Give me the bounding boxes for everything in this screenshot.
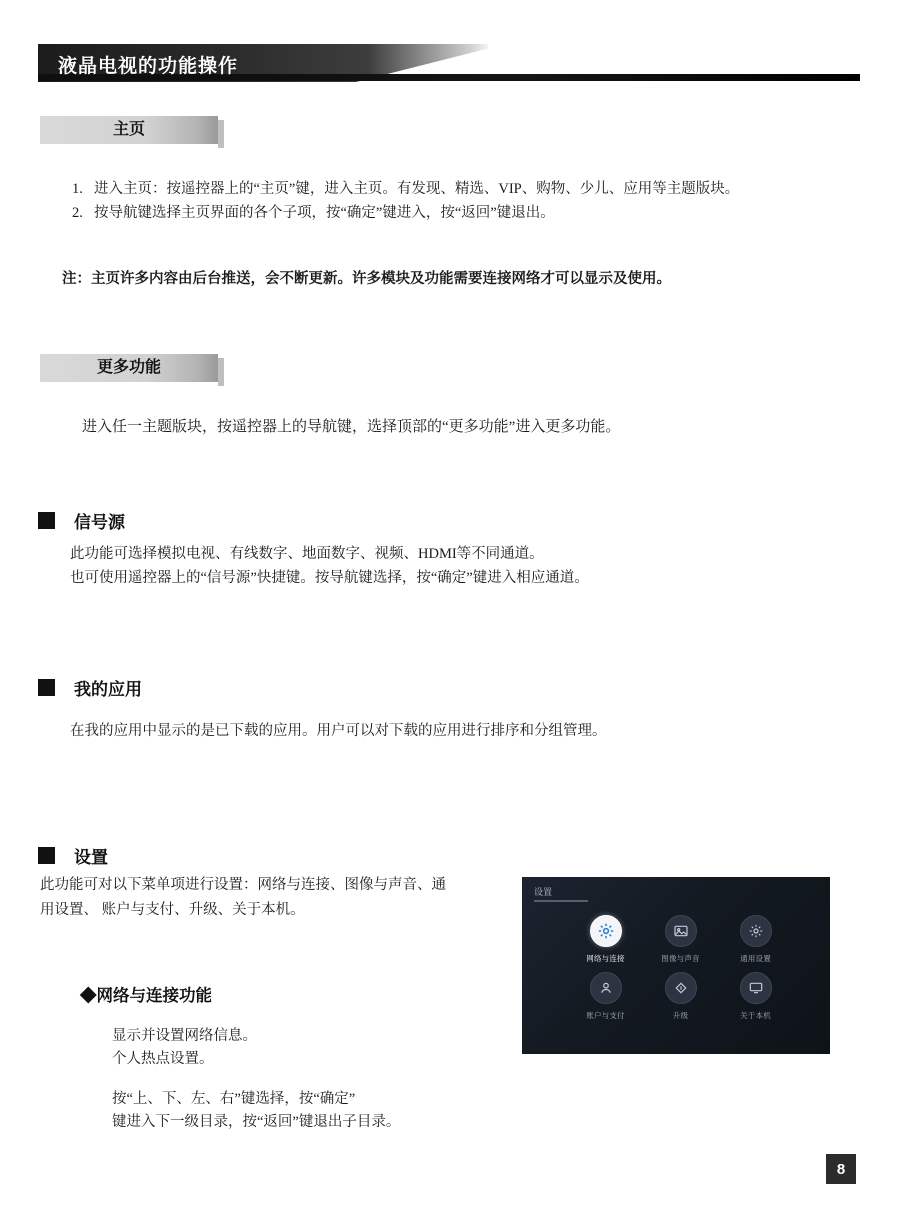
upgrade-icon: [665, 972, 697, 1004]
settings-body: 此功能可对以下菜单项进行设置：网络与连接、图像与声音、通用设置、 账户与支付、升级、关于本机。: [40, 877, 446, 918]
page-header: [38, 44, 860, 82]
more-features-body: 进入任一主题版块，按遥控器上的导航键，选择顶部的“更多功能”进入更多功能。: [82, 419, 621, 435]
section-chip-home-label: 主页: [112, 121, 145, 138]
wifi-gear-icon: [590, 915, 622, 947]
section-chip-more: [40, 354, 218, 382]
picture-icon: [665, 915, 697, 947]
tv-screen-title-underline: [534, 900, 588, 902]
list-item-number: 2.: [72, 205, 83, 221]
home-note: 注：主页许多内容由后台推送，会不断更新。许多模块及功能需要连接网络才可以显示及使用。: [62, 271, 671, 287]
tv-tile-picture-sound-label: 图像与声音: [661, 954, 700, 963]
tv-tile-picture-sound[interactable]: [643, 915, 718, 964]
my-apps-body: 在我的应用中显示的是已下载的应用。用户可以对下载的应用进行排序和分组管理。: [70, 723, 607, 739]
list-item-text: 按导航键选择主页界面的各个子项，按“确定”键进入，按“返回”键退出。: [94, 205, 555, 221]
tv-tile-upgrade[interactable]: [643, 972, 718, 1021]
section-chip-home: [40, 116, 218, 144]
tv-tile-general-label: 通用设置: [740, 954, 771, 963]
home-instruction-list: [72, 178, 784, 226]
tv-settings-grid: [568, 915, 793, 1029]
network-line4: 键进入下一级目录，按“返回”键退出子目录。: [112, 1114, 401, 1130]
list-item-number: 1.: [72, 181, 83, 197]
tv-screen-title: 设置: [534, 887, 553, 897]
page-number: 8: [826, 1154, 856, 1184]
list-item: [72, 178, 784, 201]
square-bullet-icon: [38, 512, 55, 529]
page-title: 液晶电视的功能操作: [58, 56, 239, 77]
heading-signal-source-label: 信号源: [74, 513, 125, 532]
tv-tile-upgrade-label: 升级: [672, 1011, 689, 1020]
signal-source-line1: 此功能可选择模拟电视、有线数字、地面数字、视频、HDMI等不同通道。: [70, 546, 544, 562]
monitor-icon: [740, 972, 772, 1004]
signal-source-body: [70, 542, 830, 590]
tv-tile-network[interactable]: [568, 915, 643, 964]
heading-my-apps-label: 我的应用: [74, 680, 142, 699]
user-icon: [590, 972, 622, 1004]
signal-source-line2: 也可使用遥控器上的“信号源”快捷键。按导航键选择，按“确定”键进入相应通道。: [70, 570, 589, 586]
square-bullet-icon: [38, 847, 55, 864]
gear-icon: [740, 915, 772, 947]
square-bullet-icon: [38, 679, 55, 696]
tv-tile-network-label: 网络与连接: [586, 954, 625, 963]
network-line1: 显示并设置网络信息。: [112, 1028, 257, 1044]
list-item: [72, 202, 784, 225]
list-item-text: 进入主页：按遥控器上的“主页”键，进入主页。有发现、精选、VIP、购物、少儿、应用等主题版块。: [94, 181, 740, 197]
heading-network-connection: ◆网络与连接功能: [80, 987, 212, 1005]
tv-tile-about-label: 关于本机: [740, 1011, 771, 1020]
network-line3: 按“上、下、左、右”键选择，按“确定”: [112, 1091, 356, 1107]
tv-tile-account-label: 账户与支付: [586, 1011, 625, 1020]
tv-tile-account[interactable]: [568, 972, 643, 1021]
tv-settings-screenshot: [522, 877, 830, 1054]
network-body-upper: [112, 1025, 492, 1071]
tv-tile-about[interactable]: [718, 972, 793, 1021]
network-body-lower: [112, 1088, 532, 1134]
heading-settings-label: 设置: [74, 848, 108, 867]
tv-tile-general[interactable]: [718, 915, 793, 964]
section-chip-more-label: 更多功能: [96, 359, 161, 376]
network-line2: 个人热点设置。: [112, 1051, 214, 1067]
